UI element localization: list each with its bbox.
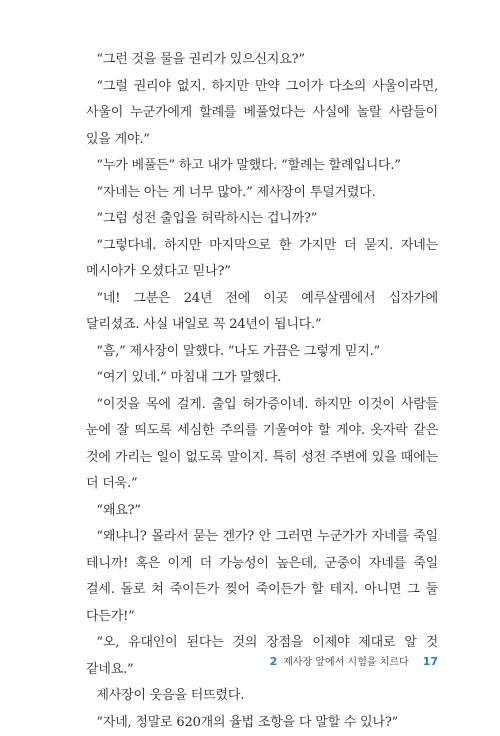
- paragraph: “그렇다네. 하지만 마지막으로 한 가지만 더 묻지. 자네는 메시아가 오셨다고 믿나?”: [86, 233, 438, 286]
- paragraph: “이것을 목에 걸게. 출입 허가증이네. 하지만 이것이 사람들 눈에 잘 띄도록 세심한 주의를 기울여야 할 게야. 옷자락 같은 것에 가리는 일이 없도록 말이지. 특히 성전 주변에 있을 때에는 더 더욱.”: [86, 392, 438, 498]
- chapter-number: 2: [270, 655, 278, 668]
- paragraph: “누가 베풀든” 하고 내가 말했다. “할례는 할례입니다.”: [86, 153, 438, 180]
- paragraph: “그런 것을 물을 권리가 있으신지요?”: [86, 47, 438, 74]
- paragraph: “왜요?”: [86, 498, 438, 525]
- paragraph: “그럴 권리야 없지. 하지만 만약 그이가 다소의 사울이라면, 사울이 누군가에게 할례를 베풀었다는 사실에 놀랄 사람들이 있을 게야.”: [86, 74, 438, 154]
- page-number: 17: [423, 655, 438, 668]
- paragraph: “왜냐니? 몰라서 묻는 겐가? 안 그러면 누군가가 자네를 죽일 테니까! 혹은 이게 더 가능성이 높은데, 군중이 자네를 죽일 걸세. 돌로 쳐 죽이든가 찢어 죽이든가 할 테지. 아니면 그 둘 다든가!”: [86, 524, 438, 630]
- paragraph: “흠,” 제사장이 말했다. “나도 가끔은 그렇게 믿지.”: [86, 339, 438, 366]
- chapter-title: 제사장 앞에서 시험을 치르다: [283, 653, 408, 668]
- paragraph: 제사장이 웃음을 터뜨렸다.: [86, 683, 438, 710]
- paragraph: “네! 그분은 24년 전에 이곳 예루살렘에서 십자가에 달리셨죠. 사실 내일로 꼭 24년이 됩니다.”: [86, 286, 438, 339]
- paragraph: “자네, 정말로 620개의 율법 조항을 다 말할 수 있나?”: [86, 710, 438, 736]
- running-footer: [270, 653, 438, 668]
- paragraph: “여기 있네.” 마침내 그가 말했다.: [86, 365, 438, 392]
- paragraph: “그럼 성전 출입을 허락하시는 겁니까?”: [86, 206, 438, 233]
- page-body-text: [86, 47, 438, 736]
- paragraph: “자네는 아는 게 너무 많아.” 제사장이 투덜거렸다.: [86, 180, 438, 207]
- paragraph: “오, 유대인이 된다는 것의 장점을 이제야 제대로 알 것 같네요.”: [86, 630, 438, 683]
